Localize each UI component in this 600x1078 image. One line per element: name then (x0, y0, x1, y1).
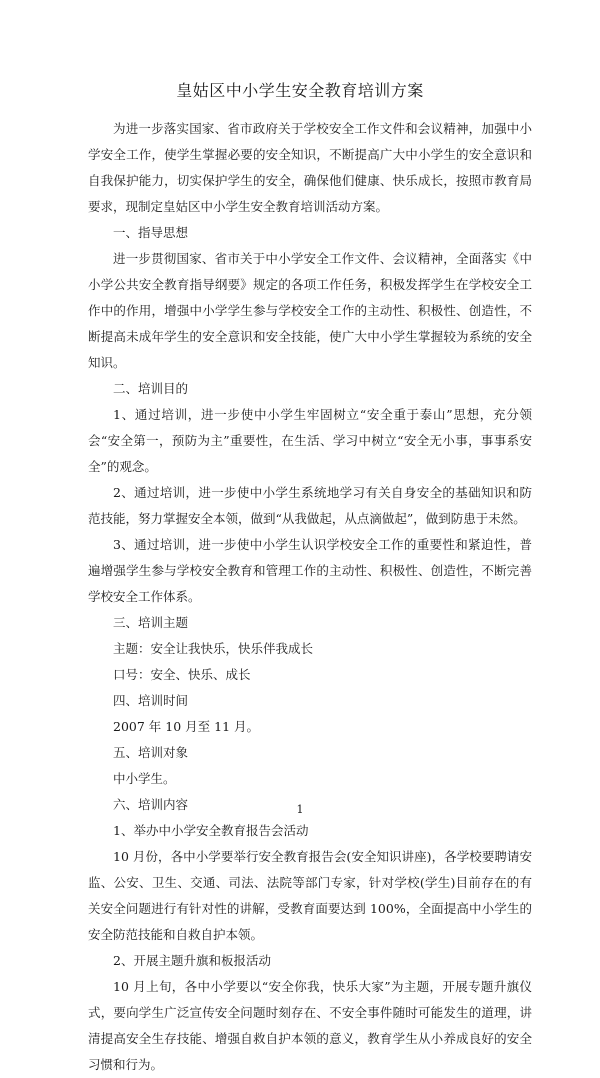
subsection-heading: 1、举办中小学安全教育报告会活动 (113, 823, 309, 838)
paragraph: 主题：安全让我快乐，快乐伴我成长 (113, 641, 314, 656)
paragraph: 10 月份，各中小学要举行安全教育报告会(安全知识讲座)，各学校要聘请安监、公安、卫生、交通、司法、法院等部门专家，针对学校(学生)目前存在的有关安全问题进行有针对性的讲解，受教育面要达到 100%，全面提高中小学生的安全防范技能和自救自护本领。 (88, 849, 532, 942)
section-heading: 三、培训主题 (113, 615, 189, 630)
paragraph: 3、通过培训，进一步使中小学生认识学校安全工作的重要性和紧迫性，普遍增强学生参与学校安全教育和管理工作的主动性、积极性、创造性，不断完善学校安全工作体系。 (88, 537, 532, 604)
section-heading: 六、培训内容 (113, 797, 189, 812)
paragraph: 中小学生。 (113, 771, 176, 786)
section-heading: 一、指导思想 (113, 225, 189, 240)
page-number: 1 (296, 803, 304, 816)
section-heading: 四、培训时间 (113, 693, 189, 708)
paragraph: 2007 年 10 月至 11 月。 (113, 719, 259, 734)
paragraph: 进一步贯彻国家、省市关于中小学安全工作文件、会议精神，全面落实《中小学公共安全教育指导纲要》规定的各项工作任务，积极发挥学生在学校安全工作中的作用，增强中小学学生参与学校安全工作的主动性、积极性、创造性，不断提高未成年学生的安全意识和安全技能，使广大中小学生掌握较为系统的安全知识。 (88, 251, 532, 370)
document-title: 皇姑区中小学生安全教育培训方案 (176, 81, 424, 100)
paragraph: 1、通过培训，进一步使中小学生牢固树立“安全重于泰山”思想，充分领会“安全第一，预防为主”重要性，在生活、学习中树立“安全无小事，事事系安全”的观念。 (88, 407, 532, 474)
paragraph: 10 月上旬，各中小学要以“安全你我，快乐大家”为主题，开展专题升旗仪式，要向学生广泛宣传安全问题时刻存在、不安全事件随时可能发生的道理，讲清提高安全生存技能、增强自救自护本领的意义，教育学生从小养成良好的安全习惯和行为。 (88, 979, 532, 1072)
section-heading: 二、培训目的 (113, 381, 189, 396)
intro-paragraph: 为进一步落实国家、省市政府关于学校安全工作文件和会议精神，加强中小学安全工作，使学生掌握必要的安全知识，不断提高广大中小学生的安全意识和自我保护能力，切实保护学生的安全，确保他们健康、快乐成长，按照市教育局要求，现制定皇姑区中小学生安全教育培训活动方案。 (88, 121, 532, 214)
paragraph: 2、通过培训，进一步使中小学生系统地学习有关自身安全的基础知识和防范技能，努力掌握安全本领，做到“从我做起，从点滴做起”，做到防患于未然。 (88, 485, 532, 526)
section-heading: 五、培训对象 (113, 745, 189, 760)
document-body (88, 116, 532, 1078)
paragraph: 口号：安全、快乐、成长 (113, 667, 251, 682)
subsection-heading: 2、开展主题升旗和板报活动 (113, 953, 271, 968)
